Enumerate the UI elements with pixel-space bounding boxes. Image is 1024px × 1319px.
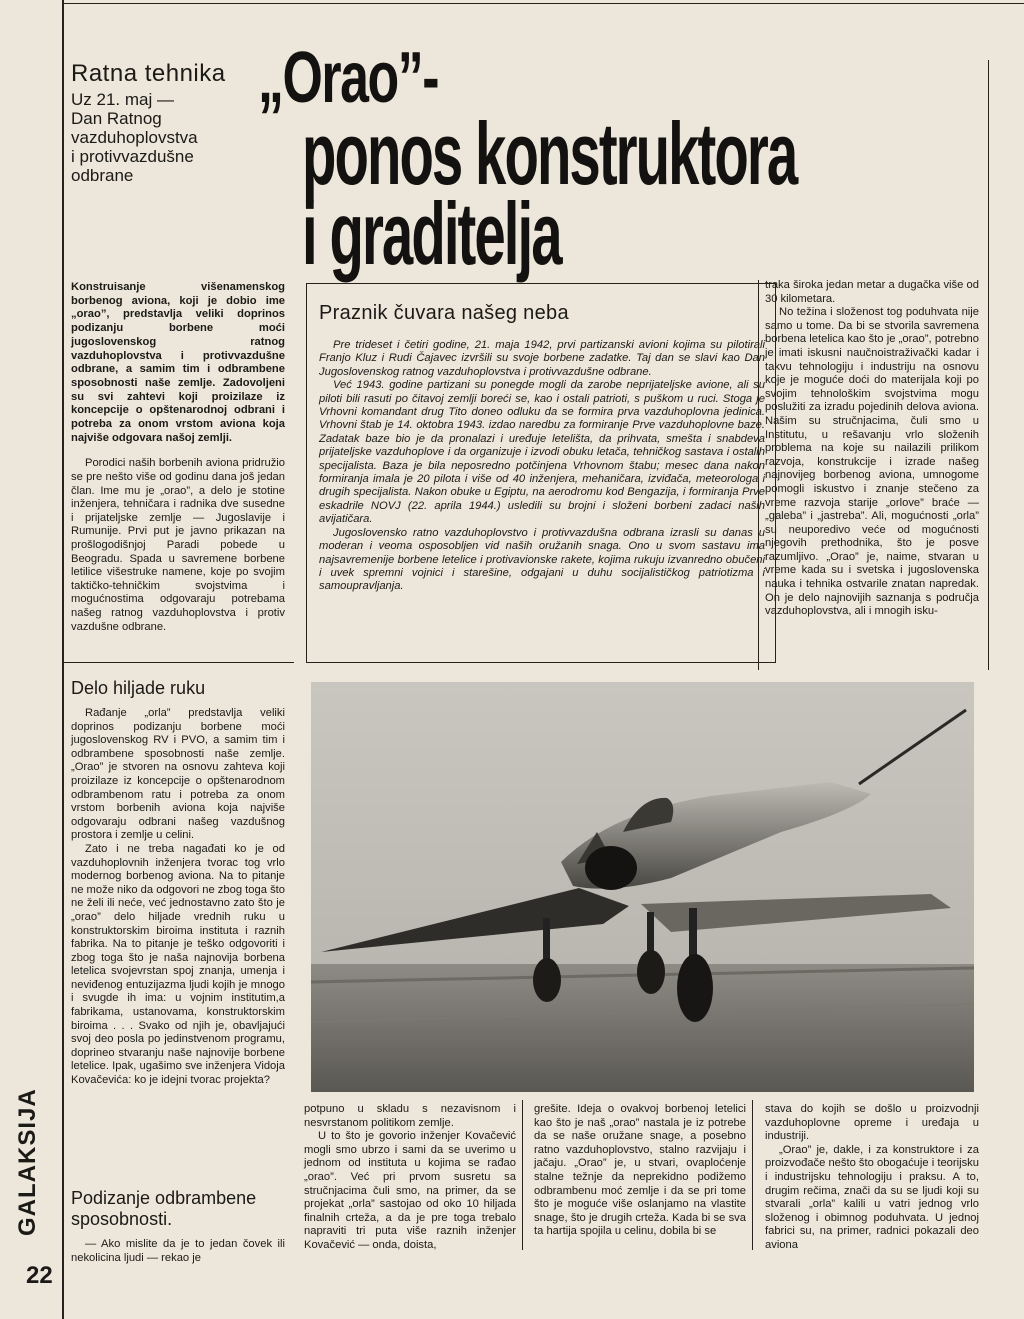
section-delo bbox=[71, 678, 285, 1088]
right-rule bbox=[988, 60, 989, 670]
section-delo-body bbox=[71, 707, 285, 1088]
section-title-podizanje: Podizanje odbrambene sposobnosti. bbox=[71, 1188, 257, 1229]
headline-line-2: ponos konstruktora bbox=[302, 104, 797, 203]
body-paragraph: No težina i složenost tog poduhvata nije samo u tome. Da bi se stvorila savremena borbena letelica kao što je „orao”, potrebno je imati iskusni naučnoistraživački kadar i takvu tehnologiju i industriju na osnovu koje je moguće doći do materijala koji po svojim tehnološkim svojstvima mogu poslužiti za izradu pojedinih delova aviona. Našim su stručnjacima, čuli smo u Institutu, u rešavanju vrlo složenih problema na koje su nailazili prilikom razvoja, konstrukcije i izrade našeg najnovijeg borbenog aviona, umnogome pomogli iskustvo i znanje stečeno za vreme razvoja starije „orlove” braće — „galeba” i „jastreba”. Ali, mogućnosti „orla” su neuporedivo veće od mogućnosti njegovih prethodnika, što je posve razumljivo. „Orao” je, naime, stvaran u vreme kada su i svetska i jugoslovenska nauka i tehnika ostvarile znatan napredak. On je delo najnovijih saznanja s područja vazduhoplovstva, ali i mnogih isku- bbox=[765, 306, 979, 618]
subtitle-line: odbrane bbox=[71, 166, 134, 185]
body-paragraph: Porodici naših borbenih aviona pridružio se pre nešto više od godinu dana još jedan član. Ime mu je „orao”, a delo je stotine inženjera, tehničara i radnika dve susedne i prijateljske zemlje — Jugoslavije i Rumunije. Prvi put je javno prikazan na prošlogodišnjoj Paradi pobede u Beogradu. Spada u savremene borbene letilice višestruke namene, koje po svojim taktičko-tehničkim svojstvima i mogućnostima odgovaraju potrebama našeg ratnog vazduhoplovstva i protiv vazdušne odbrane. bbox=[71, 457, 285, 633]
col1-bottom-rule bbox=[62, 662, 294, 663]
body-paragraph: U to što je govorio inženjer Kovačević mogli smo ubrzo i sami da se uverimo u jednom od instituta u kojima se rađao „orao”. Već pri prvom susretu sa stručnjacima čuli smo, na primer, da se projekat „orla” sastojao od oko 10 hiljada finalnih crteža, a da je pre toga trebalo napraviti tri puta više raznih inženjer Kovačević — onda, doista, bbox=[304, 1130, 516, 1251]
section-podizanje-body bbox=[71, 1238, 285, 1265]
sidebar-title: Praznik čuvara našeg neba bbox=[319, 302, 569, 324]
body-paragraph: potpuno u skladu s nezavisnom i nesvrstanom politikom zemlje. bbox=[304, 1103, 516, 1129]
aircraft-photo bbox=[311, 682, 974, 1092]
subtitle-line: i protivvazdušne bbox=[71, 147, 194, 166]
sidebar-paragraph: Jugoslovensko ratno vazduhoplovstvo i protivvazdušna odbrana izrasli su danas u moderan i veoma osposobljen vid naših oružanih snaga. Ono u svom sastavu ima najsavremenije borbene letelice i protivavionske rakete, kojima rukuju izvanredno obučeni i uvek spremni vojnici i starešine, odgajani u duhu socijalističkog patriotizma i samoupravljanja. bbox=[319, 526, 765, 593]
body-paragraph: — Ako mislite da je to jedan čovek ili nekolicina ljudi — rekao je bbox=[71, 1238, 285, 1264]
subtitle-line: vazduhoplovstva bbox=[71, 128, 198, 147]
bottom-column-2 bbox=[534, 1103, 746, 1239]
body-paragraph: traka široka jedan metar a dugačka više od 30 kilometara. bbox=[765, 279, 979, 305]
subtitle-line: Uz 21. maj — bbox=[71, 90, 174, 109]
magazine-name: GALAKSIJA bbox=[14, 1088, 41, 1236]
body-paragraph: stava do kojih se došlo u proizvodnji vazduhoplovne opreme i uređaja u industriji. bbox=[765, 1103, 979, 1143]
body-paragraph: Zato i ne treba nagađati ko je od vazduhoplovnih inženjera tvorac tog vrlo modernog borbenog aviona. Na to pitanje ne može niko da odgovori ne zbog toga što ne želi ili neće, već jednostavno zato što je „orao” delo hiljade vrednih ruku u konstruktorskim biroima instituta i raznih fabrika. Na to pitanje je teško odgovoriti i zbog toga što je naša najnovija borbena letelica svojevrstan spoj znanja, umenja i neviđenog entuzijazma ljudi kojih je mnogo i svugde ih ima: u vojnim institutim,a fabrikama, ustanovama, konstruktorskim biroima . . . Svako od njih je, obavljajući svoj deo posla po jedinstvenom programu, doprineo stvaranju naše najnovije borbene letelice. Ipak, ugašimo sve inženjera Vidoja Kovačevića: ko je idejni tvorac projekta? bbox=[71, 842, 285, 1087]
body-paragraph: Rađanje „orla” predstavlja veliki doprinos podizanju borbene moći jugoslovenskog RV i PVO, a samim tim i odbrambene sposobnosti naše zemlje. „Orao” je stvoren na osnovu zahteva koji proizilaze iz koncepcije o opštenarodnom odbrambenom ratu i potreba za onom vrstom borbenih aviona koja najviše odgovaraju odbrani našeg vazdušnog prostora i zemlje u celini. bbox=[71, 707, 285, 842]
aircraft-illustration bbox=[311, 682, 974, 1092]
sidebar-box bbox=[306, 283, 776, 663]
col-divider-bottom-2 bbox=[752, 1100, 753, 1250]
left-margin-rule bbox=[62, 0, 64, 1319]
headline-line-1: „Orao”- bbox=[258, 38, 439, 118]
intro-paragraph: Konstruisanje višenamenskog borbenog aviona, koji je dobio ime „orao”, predstavlja veliki doprinos podizanju borbene moći jugoslovenskog ratnog vazduhoplovstva i protivvazdušne odbrane, a samim tim i odbrambene sposobnosti naše zemlje. Zadovoljeni su svi zahtevi koji proizilaze iz koncepcije o opštenarodnoj odbrani i potreba za onom vrstom aviona koja najviše odgovara našoj zemlji. bbox=[71, 281, 285, 444]
section-podizanje bbox=[71, 1188, 285, 1265]
occasion-subtitle bbox=[71, 90, 261, 185]
sidebar-paragraph: Pre trideset i četiri godine, 21. maja 1942, prvi partizanski avioni kojima su pilotirali Franjo Kluz i Rudi Čajavec izvršili su svoje borbene zadatke. Taj dan se slavi kao Dan Jugoslovenskog ratnog vazduhoplovstva i protivvazdušne odbrane. bbox=[319, 339, 765, 378]
column-1-body bbox=[71, 457, 285, 634]
section-kicker: Ratna tehnika bbox=[71, 60, 226, 87]
column-1 bbox=[71, 281, 285, 634]
top-rule bbox=[62, 3, 1024, 4]
column-4 bbox=[765, 279, 979, 619]
section-title-delo: Delo hiljade ruku bbox=[71, 678, 206, 698]
headline-line-3: i graditelja bbox=[302, 184, 561, 283]
body-paragraph: grešite. Ideja o ovakvoj borbenoj letelici kao što je naš „orao” nastala je iz potrebe da se naše oružane snage, a posebno ratno vazduhoplovstvo, stalno razvijaju i jačaju. „Orao” je, u stvari, ovaploćenje stalne težnje da neprekidno podižemo odbrambenu moć zemlje i da se pri tome što je moguće više oslanjamo na vlastite snage, što je drugih crteža. Kada bi se sva ta hartija spojila u celinu, dobila bi se bbox=[534, 1103, 746, 1238]
sidebar-paragraph: Već 1943. godine partizani su ponegde mogli da zarobe neprijateljske avione, ali su piloti bili rasuti po čitavoj zemlji boreći se, kao i ostali patrioti, s puškom u ruci. Stoga je Vrhovni komandant drug Tito doneo odluku da se formira prva vazduhoplovna jedinica. Vrhovni štab je 14. oktobra 1943. izdao naredbu za formiranje Prve vazduhoplovne baze. Zadatak baze bio je da pronalazi i uređuje letelišta, da prihvata, smešta i snabdeva prijateljske vazduhoplove i da organizuje i izvodi obuku letača, tehničkog sastava i ostalih specijalista. Baza je bila neposredno potčinjena Vrhovnom štabu; mesec dana nakon formiranja imala je 20 pilota i više od 40 inženjera, mehaničara, izviđača, meteorologa i drugih specijalista. Nakon obuke u Egiptu, na aerodromu kod Bengazija, i formiranja Prve eskadrile NOVJ (22. aprila 1944.) usledili su brojni i složeni borbeni zadaci naših avijatičara. bbox=[319, 379, 765, 526]
sidebar-body bbox=[319, 339, 765, 594]
bottom-column-1 bbox=[304, 1103, 516, 1253]
col-divider-bottom-1 bbox=[522, 1100, 523, 1250]
body-paragraph: „Orao” je, dakle, i za konstruktore i za proizvođače nešto što obogaćuje i teorijsku i industrijsku tehnologiju i praksu. A to, drugim rečima, znači da su se ljudi koji su stvarali „orla” kalili u vatri jednog vrlo složenog i obimnog poduhvata. U jednoj fabrici su, na primer, radnici pokazali deo aviona bbox=[765, 1143, 979, 1251]
bottom-column-3 bbox=[765, 1103, 979, 1253]
subtitle-line: Dan Ratnog bbox=[71, 109, 162, 128]
page-number: 22 bbox=[26, 1262, 53, 1289]
